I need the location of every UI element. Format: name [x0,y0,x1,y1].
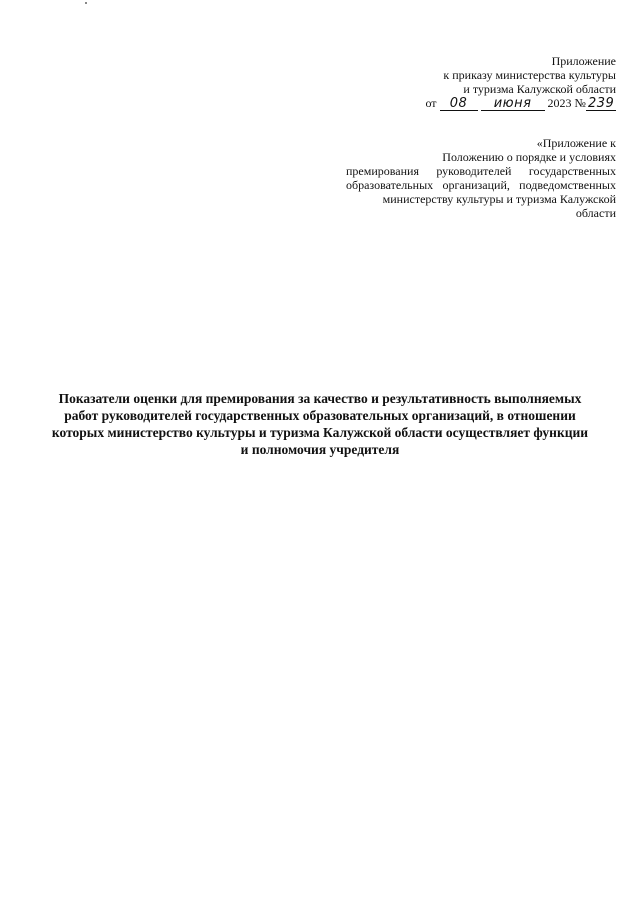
handwritten-number: 239 [588,96,615,111]
prev-appendix-regulation: Положению о порядке и условиях [442,150,616,164]
appendix-ministry: и туризма Калужской области [463,82,616,96]
title-line-2: работ руководителей государственных образовательных организаций, в отношении [64,408,576,423]
prev-appendix-line6: области [575,206,616,220]
handwritten-day: 08 [440,97,478,111]
appendix-header [316,54,616,111]
scan-mark [85,2,87,4]
prev-appendix-line3: премирования руководителей государственных [346,164,616,178]
title-line-3: которых министерство культуры и туризма Калужской области осуществляет функции [51,425,589,440]
appendix-order-ref: к приказу министерства культуры [443,68,616,82]
document-title [40,390,600,458]
date-year: 2023 [547,96,572,110]
date-prefix: от [425,96,437,110]
title-line-4: и полномочия учредителя [240,442,400,457]
appendix-label: Приложение [551,54,616,68]
appendix-date-line [316,96,616,111]
prev-appendix-label: «Приложение к [536,136,616,150]
handwritten-month: июня [481,97,545,111]
number-prefix: № [574,96,586,110]
prev-appendix-line5: министерству культуры и туризма Калужской [382,192,616,206]
previous-appendix-reference [346,136,616,220]
title-line-1: Показатели оценки для премирования за качество и результативность выполняемых [58,391,582,406]
prev-appendix-line4: образовательных организаций, подведомственных [346,178,616,192]
